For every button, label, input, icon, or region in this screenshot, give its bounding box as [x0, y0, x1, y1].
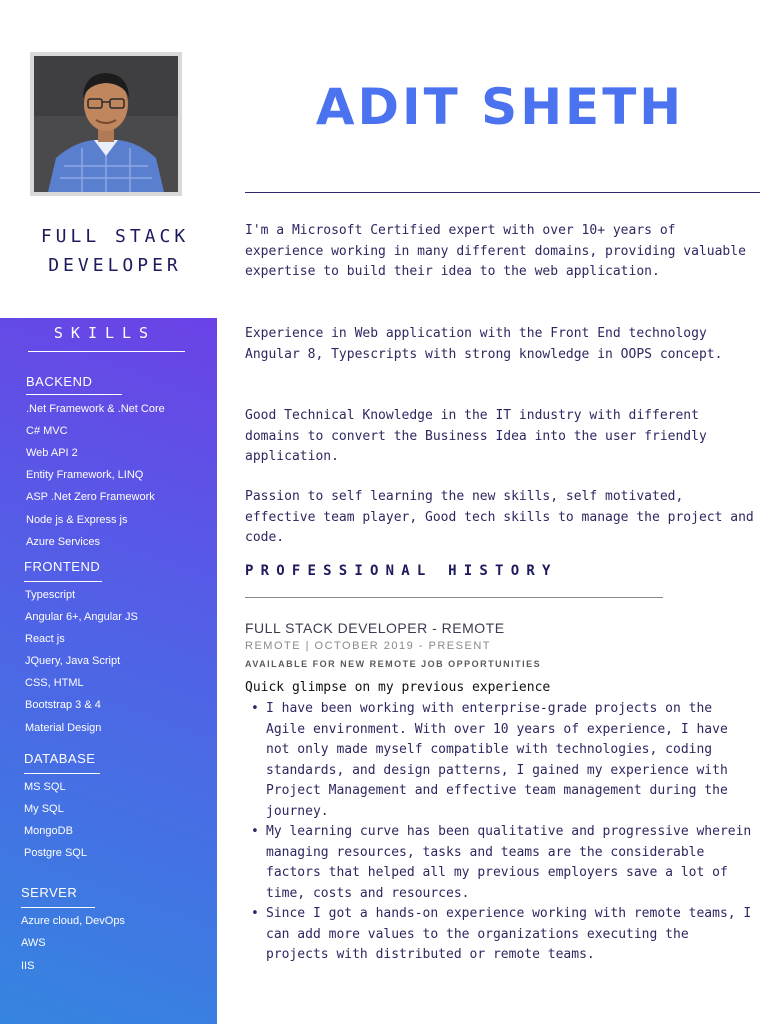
professional-history-title: PROFESSIONAL HISTORY: [245, 563, 558, 579]
skill-item: Postgre SQL: [24, 847, 87, 859]
skills-sidebar: [0, 318, 217, 1024]
experience-intro: Quick glimpse on my previous experience: [245, 680, 551, 695]
summary-paragraph: Good Technical Knowledge in the IT industry with different domains to convert the Business Idea into the user friendly application.: [245, 408, 707, 464]
skill-item: MongoDB: [24, 825, 73, 837]
category-divider: [21, 907, 95, 908]
skill-item: Entity Framework, LINQ: [26, 469, 144, 481]
category-database: DATABASE: [24, 751, 96, 766]
skill-item: Typescript: [25, 589, 76, 601]
profile-photo-image: [34, 56, 178, 192]
experience-list: [245, 699, 755, 966]
summary-paragraph: I'm a Microsoft Certified expert with over 10+ years of experience working in many different domains, providing valuable expertise to build their idea to the web application.: [245, 223, 746, 279]
skill-item: ASP .Net Zero Framework: [26, 491, 155, 503]
skills-title: SKILLS: [53, 324, 157, 342]
list-item: • Since I got a hands-on experience working with remote teams, I can add more values to the organizations executing the projects with distributed or remote teams.: [245, 904, 755, 966]
category-backend: BACKEND: [26, 374, 93, 389]
skills-title-divider: [28, 351, 185, 352]
job-title: FULL STACK DEVELOPER - REMOTE: [245, 620, 505, 636]
skill-item: C# MVC: [26, 425, 68, 437]
category-frontend: FRONTEND: [24, 559, 101, 574]
skill-item: Azure Services: [26, 536, 100, 548]
job-role: FULL STACK DEVELOPER: [40, 226, 190, 276]
category-divider: [26, 394, 122, 395]
list-item: • I have been working with enterprise-grade projects on the Agile environment. With over 10 years of experience, I have not only made myself compatible with technologies, coding standards, and design patterns, I gained my experience with Project Management and effective team management during the journey.: [245, 699, 755, 822]
summary-paragraph: Experience in Web application with the Front End technology Angular 8, Typescripts with strong knowledge in OOPS concept.: [245, 326, 723, 362]
skill-item: Angular 6+, Angular JS: [25, 611, 138, 623]
category-divider: [24, 581, 102, 582]
skill-item: IIS: [21, 960, 35, 972]
job-meta: REMOTE | OCTOBER 2019 - PRESENT: [245, 640, 491, 652]
skill-item: Material Design: [25, 722, 102, 734]
skill-item: MS SQL: [24, 781, 66, 793]
category-server: SERVER: [21, 885, 78, 900]
skill-item: Azure cloud, DevOps: [21, 915, 125, 927]
skill-item: AWS: [21, 937, 46, 949]
category-divider: [24, 773, 100, 774]
skill-item: Web API 2: [26, 447, 78, 459]
skill-item: Bootstrap 3 & 4: [25, 699, 101, 711]
skill-item: My SQL: [24, 803, 64, 815]
history-divider: [245, 597, 663, 598]
skill-item: CSS, HTML: [25, 677, 84, 689]
list-item: • My learning curve has been qualitative and progressive wherein managing resources, tasks and teams are the considerable factors that helped all my previous employers save a lot of time, costs and resources.: [245, 822, 755, 904]
skill-item: React js: [25, 633, 65, 645]
skill-item: Node js & Express js: [26, 514, 128, 526]
candidate-name: ADIT SHETH: [315, 78, 685, 136]
skill-item: .Net Framework & .Net Core: [26, 403, 165, 415]
header-divider: [245, 192, 760, 193]
job-availability-note: AVAILABLE FOR NEW REMOTE JOB OPPORTUNITIES: [245, 659, 542, 669]
skill-item: JQuery, Java Script: [25, 655, 121, 667]
summary-paragraph: Passion to self learning the new skills, self motivated, effective team player, Good tech skills to manage the project and code.: [245, 489, 754, 545]
profile-photo: [30, 52, 182, 196]
